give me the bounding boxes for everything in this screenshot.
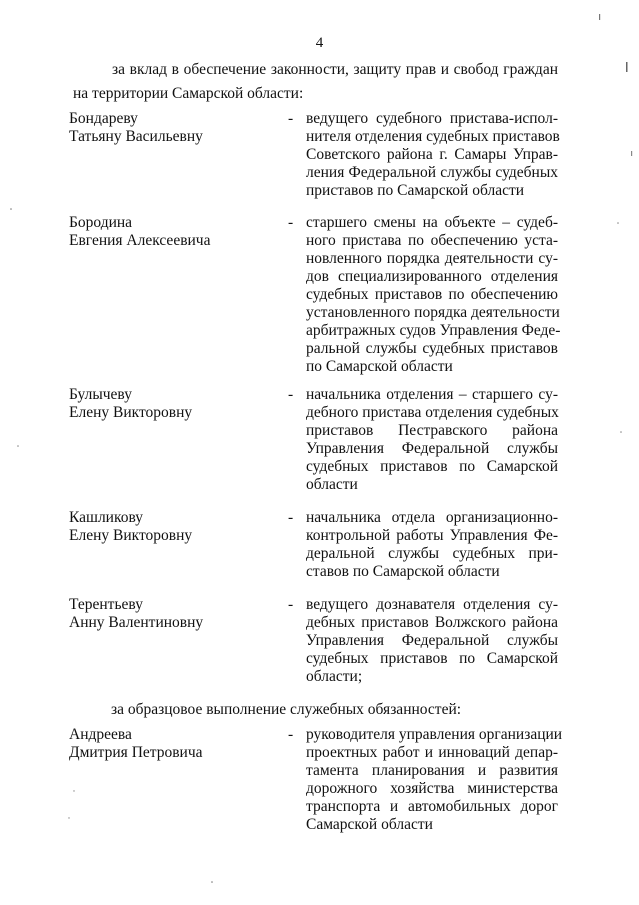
position-line: Советского района г. Самары Управ- <box>306 146 558 163</box>
position-line: ведущего дознавателя отделения су- <box>306 596 558 613</box>
entry-dash: - <box>288 110 294 127</box>
page-number: 4 <box>315 35 324 51</box>
person-given-names: Анну Валентиновну <box>69 614 204 631</box>
position-line: дов специализированного отделения <box>306 268 558 285</box>
position-line: ления Федеральной службы судебных <box>306 164 558 181</box>
position-line: старшего смены на объекте – судеб- <box>306 214 558 231</box>
position-line: ного пристава по обеспечению уста- <box>306 232 558 249</box>
position-line: деральной службы судебных при- <box>306 545 558 562</box>
position-line: проектных работ и инноваций депар- <box>306 744 558 761</box>
position-line: судебных приставов по Самарской <box>306 650 558 667</box>
position-line: по Самарской области <box>306 358 453 375</box>
section-heading-law-enforcement-cont: на территории Самарской области: <box>73 85 304 102</box>
position-line: ведущего судебного пристава-испол- <box>306 110 558 127</box>
person-given-names: Елену Викторовну <box>69 527 193 544</box>
position-line: транспорта и автомобильных дорог <box>306 798 558 815</box>
person-surname: Бондареву <box>69 110 138 127</box>
position-line: дорожного хозяйства министерства <box>306 780 558 797</box>
position-line: ральной службы судебных приставов <box>306 340 558 357</box>
entry-dash: - <box>288 596 294 613</box>
position-line: начальника отделения – старшего су- <box>306 386 558 403</box>
position-line: области <box>306 476 358 493</box>
entry-dash: - <box>288 509 294 526</box>
position-line: нителя отделения судебных приставов <box>306 128 560 145</box>
person-surname: Булычеву <box>69 386 132 403</box>
entry-dash: - <box>288 214 294 231</box>
position-line: руководителя управления организации <box>306 726 563 743</box>
position-line: арбитражных судов Управления Феде- <box>306 322 561 339</box>
position-line: Управления Федеральной службы <box>306 440 558 457</box>
person-surname: Андреева <box>69 726 132 743</box>
entry-dash: - <box>288 386 294 403</box>
position-line: контрольной работы Управления Фе- <box>306 527 558 544</box>
position-line: судебных приставов по обеспечению <box>306 286 558 303</box>
position-line: Управления Федеральной службы <box>306 632 558 649</box>
person-given-names: Дмитрия Петровича <box>69 744 203 761</box>
person-surname: Бородина <box>69 214 133 231</box>
position-line: приставов по Самарской области <box>306 182 525 199</box>
position-line: тамента планирования и развития <box>306 762 558 779</box>
position-line: Самарской области <box>306 816 433 833</box>
section-heading-exemplary-service: за образцовое выполнение служебных обязанностей: <box>111 701 462 718</box>
person-given-names: Татьяну Васильевну <box>69 128 203 145</box>
position-line: области; <box>306 668 363 685</box>
section-heading-law-enforcement: за вклад в обеспечение законности, защиту прав и свобод граждан <box>112 61 558 78</box>
person-given-names: Евгения Алексеевича <box>69 232 211 249</box>
entry-dash: - <box>288 726 294 743</box>
position-line: приставов Пестравского района <box>306 422 558 439</box>
position-line: установленного порядка деятельности <box>306 304 560 321</box>
position-line: ставов по Самарской области <box>306 563 500 580</box>
position-line: дебных приставов Волжского района <box>306 614 558 631</box>
person-surname: Терентьеву <box>69 596 143 613</box>
position-line: дебного пристава отделения судебных <box>306 404 559 421</box>
person-given-names: Елену Викторовну <box>69 404 193 421</box>
person-surname: Кашликову <box>69 509 144 526</box>
position-line: судебных приставов по Самарской <box>306 458 558 475</box>
position-line: новленного порядка деятельности су- <box>306 250 558 267</box>
position-line: начальника отдела организационно- <box>306 509 558 526</box>
